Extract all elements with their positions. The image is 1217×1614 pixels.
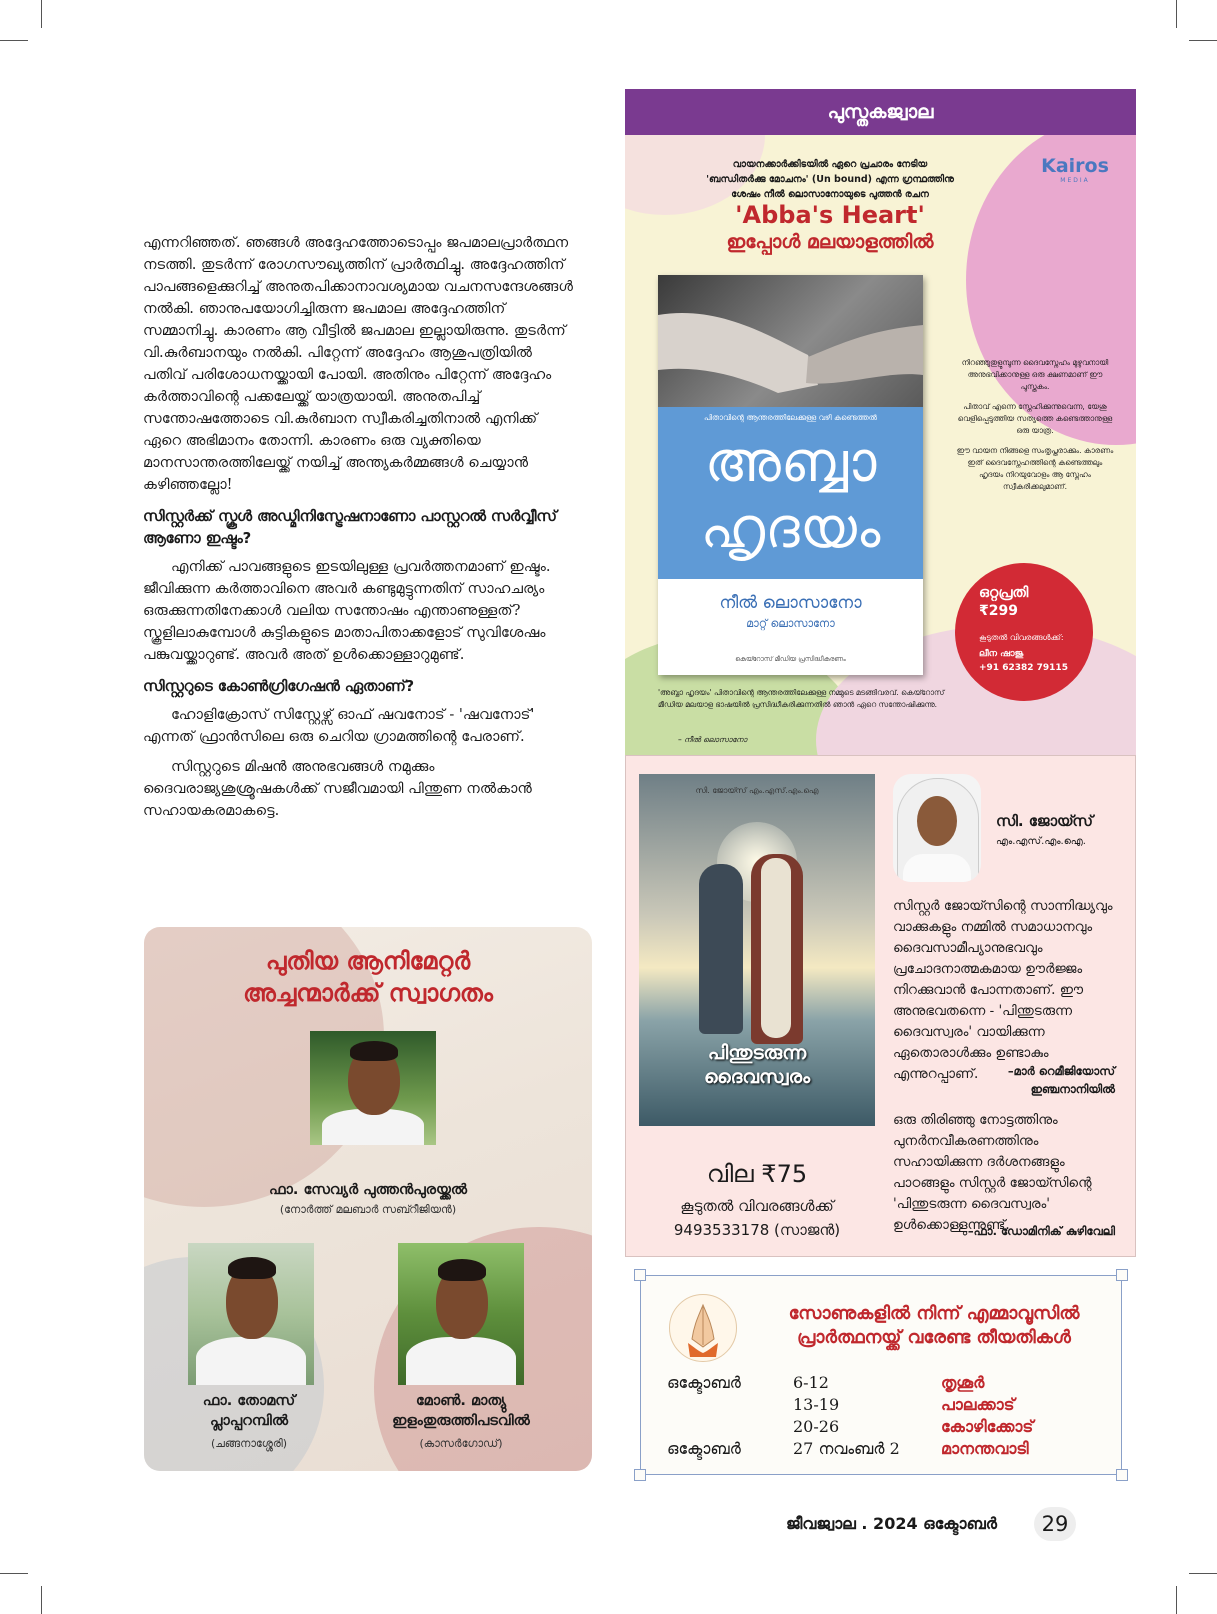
priest-name: ഇളംതുരുത്തിപടവിൽ	[392, 1413, 530, 1429]
book-publisher: കെയ്റോസ് മീഡിയ പ്രസിദ്ധീകരണം	[735, 655, 846, 663]
book-title: ഹൃദയം	[700, 496, 881, 561]
author-photo	[893, 774, 981, 882]
ad-intro-line: ശേഷം നീൽ ലൊസാനോയുടെ പുത്തൻ രചന	[731, 189, 929, 200]
cover-title: പിന്തുടരുന്ന	[707, 1042, 807, 1064]
book-price: വില ₹75	[706, 1160, 808, 1188]
prayer-schedule-box	[640, 1275, 1122, 1475]
crop-mark	[41, 1586, 42, 1614]
cover-author: സി. ജോയ്സ് എം.എസ്.എം.ഐ	[695, 786, 819, 795]
ad-headline-sub: ഇപ്പോൾ മലയാളത്തിൽ	[726, 231, 934, 253]
schedule-month: ഒക്ടോബർ	[667, 1373, 741, 1392]
animators-title: പുതിയ ആനിമേറ്റർ	[265, 947, 471, 975]
quote-author: – നീൽ ലൊസാനോ	[678, 735, 747, 744]
price-label: ഒറ്റപ്രതി	[979, 585, 1029, 601]
schedule-month: ഒക്ടോബർ	[667, 1439, 741, 1458]
article-paragraph: സിസ്റ്ററുടെ മിഷൻ അനുഭവങ്ങൾ നമുക്കും ദൈവരാജ്യശുശ്രൂഷകൾക്ക് സജീവമായി പിന്തുണ നൽകാൻ സഹായകരമാകട്ടെ.	[143, 758, 532, 819]
ad-description	[955, 357, 1115, 493]
logo-text: Kairos	[1041, 155, 1109, 177]
article-paragraph: ഹോളിക്രോസ് സിസ്റ്റേഴ്സ് ഓഫ് ഷവനോട് - 'ഷവനോട്' എന്നത് ഫ്രാൻസിലെ ഒരു ചെറിയ ഗ്രാമത്തിന്റെ പേരാണ്.	[143, 706, 535, 745]
animators-title: അച്ചന്മാർക്ക് സ്വാഗതം	[243, 979, 493, 1007]
book-cover	[639, 774, 875, 1126]
article-column	[143, 232, 575, 830]
prayer-title-line: പ്രാർത്ഥനയ്ക്ക് വരേണ്ട തീയതികൾ	[797, 1327, 1071, 1348]
interview-question: സിസ്റ്റർക്ക് സ്കൂൾ അഡ്മിനിസ്ട്രേഷനാണോ പാസ്റ്ററൽ സർവ്വീസ് ആണോ ഇഷ്ടം?	[143, 508, 557, 547]
author-congregation: എം.എസ്.എം.ഐ.	[996, 836, 1086, 847]
schedule-dates: 13-19	[793, 1395, 840, 1414]
ad-desc-text: ഈ വായന നിങ്ങളെ സംതൃപ്തരാക്കും. കാരണം ഇത് ദൈവസ്നേഹത്തിന്റെ കണ്ടെത്തലും ഹൃദയം നിറയുവോളം ആ സ്നേഹം സ്വീകരിക്കലുമാണ്.	[956, 446, 1114, 491]
priest-name: ഫാ. സേവ്യർ പുത്തൻപുരയ്ക്കൽ	[268, 1182, 468, 1198]
author-name: സി. ജോയ്സ്	[996, 812, 1093, 830]
cover-title: ദൈവസ്വരം	[703, 1066, 811, 1088]
book-ad-abba-heart	[625, 135, 1136, 755]
priest-photo	[398, 1243, 524, 1385]
praying-hands-icon	[669, 1294, 737, 1362]
priest-name: മോൺ. മാത്യു	[415, 1393, 507, 1409]
book-cover	[658, 275, 923, 675]
ad-intro	[665, 157, 995, 202]
ad-intro-line: 'ബന്ധിതർക്കു മോചനം' (Un bound) എന്ന ഗ്രന്ഥത്തിനു	[706, 174, 954, 185]
review-author: –ഫാ. ഡോമിനിക് കുഴിവേലി	[967, 1224, 1115, 1238]
priest-photo	[188, 1243, 314, 1385]
ad-desc-text: നിറഞ്ഞുതുളുമ്പുന്ന ദൈവസ്നേഹം മുഴുവനായി അനുഭവിക്കാനുള്ള ഒരു ക്ഷണമാണ് ഈ പുസ്തകം.	[961, 358, 1109, 391]
schedule-place: തൃശൂർ	[941, 1373, 985, 1392]
logo-sub: MEDIA	[1060, 177, 1090, 184]
contact-phone: +91 62382 79115	[979, 663, 1068, 673]
kairos-logo	[1035, 155, 1115, 184]
ad-desc-text: പിതാവ് എന്നെ സ്നേഹിക്കുന്നുവെന്ന, യേശു വെളിപ്പെടുത്തിയ സത്യത്തെ കണ്ടെത്താനുള്ള ഒരു യാത്ര.	[957, 402, 1113, 435]
review-author: –മാർ റെമീജിയോസ്	[1007, 1064, 1115, 1078]
schedule-place: പാലക്കാട്	[941, 1395, 1015, 1414]
price-value: ₹299	[979, 603, 1018, 619]
prayer-title-line: സോണുകളിൽ നിന്ന് എമ്മാവൂസിൽ	[788, 1303, 1080, 1324]
section-banner: പുസ്തകജ്വാല	[625, 89, 1136, 135]
crop-mark	[1176, 1586, 1177, 1614]
review-text: സിസ്റ്റർ ജോയ്സിന്റെ സാന്നിദ്ധ്യവും വാക്കുകളും നമ്മിൽ സമാധാനവും ദൈവസാമീപ്യാനുഭവവും പ്രചോദനാത്മകമായ ഊർജ്ജം നിറക്കുവാൻ പോന്നതാണ്. ഈ അനുഭവതന്നെ - 'പിന്തുടരുന്ന ദൈവസ്വരം' വായിക്കുന്ന ഏതൊരാൾക്കും ഉണ്ടാകും എന്നുറപ്പാണ്.	[893, 898, 1113, 1082]
contact-phone: 9493533178 (സാജൻ)	[673, 1221, 841, 1239]
book-translator: മാറ്റ് ലൊസാനോ	[746, 617, 835, 630]
contact-name: ലീന ഷാജു	[979, 649, 1024, 659]
author-quote: 'അബ്ബാ ഹൃദയം' പിതാവിന്റെ ആന്തരത്തിലേക്കുള്ള നമ്മുടെ മടങ്ങിവരവ്. കെയ്റോസ് മീഡിയ മലയാള ഭാഷയിൽ പ്രസിദ്ധീകരിക്കുന്നതിൽ ഞാൻ ഏറെ സന്തോഷിക്കുന്നു.	[658, 688, 945, 709]
schedule-place: കോഴിക്കോട്	[941, 1417, 1034, 1436]
crop-mark	[0, 40, 28, 41]
article-paragraph: എനിക്ക് പാവങ്ങളുടെ ഇടയിലുള്ള പ്രവർത്തനമാണ് ഇഷ്ടം. ജീവിക്കുന്ന കർത്താവിനെ അവർ കണ്ടുമുട്ടുന്നതിന് സാഹചര്യം ഒരുക്കുന്നതിനേക്കാൾ വലിയ സന്തോഷം എന്താണുള്ളത്? സ്കൂളിലാകുമ്പോൾ കുട്ടികളുടെ മാതാപിതാക്കളോട് സുവിശേഷം പങ്കുവയ്ക്കാറുണ്ട്. അവർ അത് ഉൾക്കൊള്ളാറുമുണ്ട്.	[143, 558, 551, 663]
page-number: 29	[1034, 1507, 1076, 1541]
schedule-dates: 20-26	[793, 1417, 840, 1436]
schedule-dates: 6-12	[793, 1373, 829, 1392]
new-animators-box	[144, 927, 592, 1471]
priest-region: (ചങ്ങനാശ്ശേരി)	[210, 1437, 288, 1450]
book-title: അബ്ബാ	[704, 430, 877, 495]
prayer-title	[759, 1302, 1109, 1350]
crop-mark	[1189, 40, 1217, 41]
ad-intro-line: വായനക്കാർക്കിടയിൽ ഏറെ പ്രചാരം നേടിയ	[732, 159, 928, 170]
price-sticker	[955, 563, 1093, 701]
crop-mark	[41, 0, 42, 28]
priest-region: (കാസർഗോഡ്)	[419, 1437, 503, 1450]
priest-name: ഫാ. തോമസ്	[202, 1393, 296, 1409]
book-title-panel	[658, 407, 923, 579]
schedule-dates: 27 നവംബർ 2	[793, 1439, 900, 1458]
contact-label: കൂടുതൽ വിവരങ്ങൾക്ക്:	[979, 633, 1064, 642]
priest-photo	[310, 1031, 436, 1145]
review-text: ഒരു തിരിഞ്ഞു നോട്ടത്തിനും പുനർനവീകരണത്തിനും സഹായിക്കുന്ന ദർശനങ്ങളും പാഠങ്ങളും സിസ്റ്റർ ജോയ്സിന്റെ 'പിന്തുടരുന്ന ദൈവസ്വരം' ഉൾക്കൊള്ളുന്നുണ്ട്.	[893, 1112, 1092, 1233]
magazine-footer: ജീവജ്വാല . 2024 ഒക്ടോബർ	[786, 1514, 997, 1533]
crop-mark	[1189, 1573, 1217, 1574]
schedule-place: മാനന്തവാടി	[941, 1439, 1029, 1458]
interview-question: സിസ്റ്ററുടെ കോൺഗ്രിഗേഷൻ ഏതാണ്?	[143, 678, 415, 695]
crop-mark	[1176, 0, 1177, 28]
article-paragraph: എന്നറിഞ്ഞത്. ഞങ്ങൾ അദ്ദേഹത്തോടൊപ്പം ജപമാലപ്രാർത്ഥന നടത്തി. തുടർന്ന് രോഗസൗഖ്യത്തിന് പ്രാർത്ഥിച്ചു. അദ്ദേഹത്തിന് പാപങ്ങളെക്കുറിച്ച് അനുതപിക്കാനാവശ്യമായ വചനസന്ദേശങ്ങൾ നൽകി. ഞാനുപയോഗിച്ചിരുന്ന ജപമാല അദ്ദേഹത്തിന് സമ്മാനിച്ചു. കാരണം ആ വീട്ടിൽ ജപമാല ഇല്ലായിരുന്നു. തുടർന്ന് വി.കുർബാനയും നൽകി. പിറ്റേന്ന് അദ്ദേഹം ആശുപത്രിയിൽ പതിവ് പരിശോധനയ്ക്കായി പോയി. അതിനും പിറ്റേന്ന് അദ്ദേഹം കർത്താവിന്റെ പക്കലേയ്ക്ക് യാത്രയായി. അനുതപിച്ച് സന്തോഷത്തോടെ വി.കുർബാന സ്വീകരിച്ചതിനാൽ എനിക്ക് ഏറെ അഭിമാനം തോന്നി. കാരണം ഒരു വ്യക്തിയെ മാനസാന്തരത്തിലേയ്ക്ക് നയിച്ച് അന്ത്യകർമ്മങ്ങൾ ചെയ്യാൻ കഴിഞ്ഞല്ലോ!	[143, 234, 574, 493]
book-author: നീൽ ലൊസാനോ	[719, 593, 862, 613]
priest-name: പ്ലാപ്പറമ്പിൽ	[210, 1413, 288, 1429]
book-ad-pinthudarunna	[625, 755, 1136, 1257]
book-tagline: പിതാവിന്റെ ആന്തരത്തിലേക്കുള്ള വഴി കണ്ടെത്തൽ	[703, 413, 878, 422]
hands-photo	[658, 275, 923, 407]
crop-mark	[0, 1573, 28, 1574]
ad-headline: 'Abba's Heart'	[735, 201, 925, 229]
priest-region: (നോർത്ത് മലബാർ സബ്റീജിയൻ)	[279, 1203, 457, 1216]
contact-label: കൂടുതൽ വിവരങ്ങൾക്ക്	[680, 1197, 834, 1215]
review-author: ഇഞ്ചനാനിയിൽ	[1030, 1082, 1115, 1096]
